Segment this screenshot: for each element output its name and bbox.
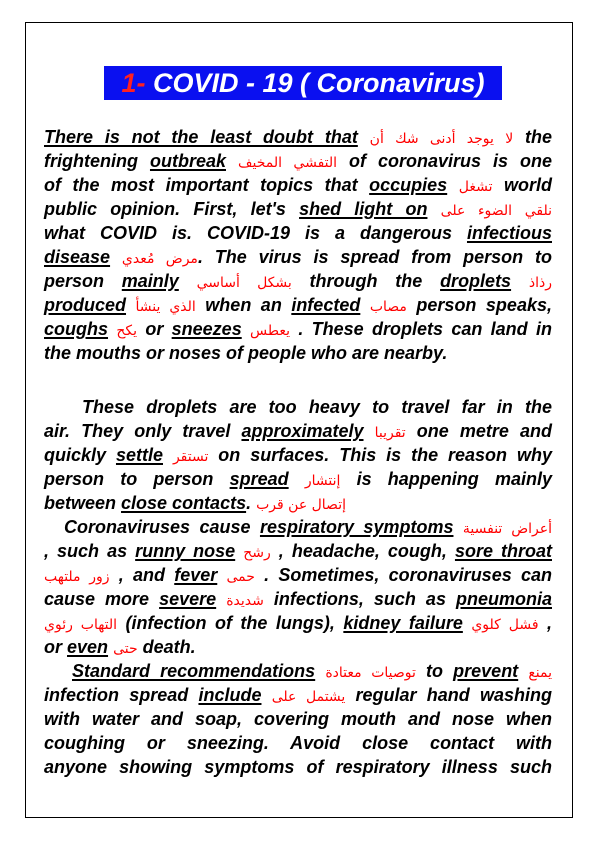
body-text-run: , headache, cough,	[270, 541, 455, 561]
text-line	[44, 539, 552, 563]
arabic-translation: فشل كلوي	[471, 617, 539, 633]
body-text-run: . Sometimes, coronaviruses can	[254, 565, 552, 585]
paragraph	[44, 659, 552, 779]
vocab-term: fever	[174, 565, 218, 585]
text-line	[44, 245, 552, 269]
text-line	[44, 515, 552, 539]
text-line	[44, 173, 552, 197]
vocab-term: droplets	[440, 271, 512, 291]
arabic-translation: أعراض تنفسية	[462, 521, 552, 537]
text-line	[44, 341, 552, 365]
body-text-run: through the	[291, 271, 441, 291]
paragraph	[44, 395, 552, 515]
arabic-translation: إتصال عن قرب	[256, 497, 346, 513]
arabic-translation: بشكل أساسي	[196, 275, 292, 291]
vocab-term: severe	[159, 589, 217, 609]
arabic-translation: رشح	[243, 545, 271, 561]
body-text-run: the mouths or noses of people who are nearby.	[44, 343, 448, 363]
vocab-term: shed light on	[299, 199, 428, 219]
body-text-run: or	[44, 637, 68, 657]
vocab-term: close contacts	[121, 493, 247, 513]
text-line	[44, 293, 552, 317]
body-text-run: the	[513, 127, 552, 147]
text-line	[44, 317, 552, 341]
title-number: 1-	[121, 68, 146, 98]
paragraph	[44, 515, 552, 659]
vocab-term: respiratory symptoms	[259, 517, 454, 537]
body-text-run: death.	[137, 637, 196, 657]
body-text-run: between	[44, 493, 122, 513]
vocab-term: even	[67, 637, 109, 657]
text-line	[44, 563, 552, 587]
arabic-translation: مصاب	[369, 299, 407, 315]
vocab-term: include	[198, 685, 262, 705]
text-line	[44, 221, 552, 245]
paragraph	[44, 125, 552, 365]
text-line	[44, 125, 552, 149]
body-text-run: or	[137, 319, 172, 339]
body-text-run: Coronaviruses cause	[64, 517, 260, 537]
body-text-run: ,	[538, 613, 552, 633]
arabic-translation: الذي ينشأ	[135, 299, 196, 315]
vocab-term: prevent	[453, 661, 519, 681]
arabic-translation: تستقر	[172, 449, 209, 465]
text-line	[44, 269, 552, 293]
body-text-run: one metre and	[405, 421, 552, 441]
text-line	[44, 683, 552, 707]
text-line	[44, 149, 552, 173]
body-text-run: . These droplets can land in	[290, 319, 552, 339]
body-text-run: (infection of the lungs),	[117, 613, 344, 633]
body-text-run: frightening	[44, 151, 150, 171]
arabic-translation: زور ملتهب	[44, 569, 110, 585]
arabic-translation: شديدة	[226, 593, 264, 609]
text-line	[44, 419, 552, 443]
body-text-run: quickly	[44, 445, 116, 465]
text-line	[44, 635, 552, 659]
body-text-run: air. They only travel	[44, 421, 242, 441]
body-text-run: of coronavirus is one	[337, 151, 552, 171]
vocab-term: sore throat	[454, 541, 552, 561]
body-text-run: infection spread	[44, 685, 199, 705]
body-text-run: when an	[195, 295, 292, 315]
body-text-run: infections, such as	[263, 589, 456, 609]
body-text-run: . The virus is spread from person to	[197, 247, 552, 267]
body-text	[44, 125, 552, 779]
arabic-translation: التفشي المخيف	[237, 155, 338, 171]
arabic-translation: التهاب رئوي	[44, 617, 118, 633]
arabic-translation: يمنع	[528, 665, 552, 681]
text-line	[44, 611, 552, 635]
arabic-translation: يكح	[116, 323, 138, 339]
arabic-translation: حمى	[226, 569, 255, 585]
arabic-translation: حتى	[113, 641, 138, 657]
body-text-run: public opinion. First, let's	[44, 199, 300, 219]
vocab-term: disease	[44, 247, 111, 267]
arabic-translation: نلقي الضوء على	[440, 203, 552, 219]
vocab-term: infected	[291, 295, 361, 315]
vocab-term: sneezes	[171, 319, 242, 339]
body-text-run: world	[492, 175, 552, 195]
vocab-term: outbreak	[149, 151, 226, 171]
body-text-run: cause more	[44, 589, 160, 609]
arabic-translation: تقريبا	[374, 425, 406, 441]
text-line	[44, 443, 552, 467]
body-text-run: anyone showing symptoms of respiratory illness such	[44, 757, 552, 777]
body-text-run: to	[415, 661, 454, 681]
vocab-term: produced	[44, 295, 127, 315]
vocab-term: infectious	[466, 223, 552, 243]
vocab-term: mainly	[121, 271, 179, 291]
body-text-run: coughing or sneezing. Avoid close contact with	[44, 733, 552, 753]
page-title	[104, 66, 502, 100]
arabic-translation: مرض مُعدي	[121, 251, 198, 267]
vocab-term: spread	[229, 469, 289, 489]
body-text-run: , such as	[44, 541, 136, 561]
arabic-translation: تشغل	[458, 179, 493, 195]
body-text-run: of the most important topics that	[44, 175, 370, 195]
body-text-run: .	[246, 493, 257, 513]
text-line	[44, 587, 552, 611]
body-text-run: is happening mainly	[340, 469, 552, 489]
text-line	[44, 491, 552, 515]
text-line	[44, 467, 552, 491]
arabic-translation: يعطس	[250, 323, 291, 339]
body-text-run: with water and soap, covering mouth and nose when	[44, 709, 552, 729]
text-line	[44, 755, 552, 779]
text-line	[44, 707, 552, 731]
body-text-run: regular hand washing	[345, 685, 552, 705]
text-line	[44, 659, 552, 683]
body-text-run: person to person	[44, 469, 230, 489]
vocab-term: Standard recommendations	[72, 661, 316, 681]
vocab-term: settle	[115, 445, 163, 465]
text-line	[44, 395, 552, 419]
text-line	[44, 731, 552, 755]
arabic-translation: لا يوجد أدنى شك أن	[369, 131, 514, 147]
arabic-translation: إنتشار	[304, 473, 341, 489]
vocab-term: kidney failure	[343, 613, 463, 633]
text-line	[44, 197, 552, 221]
vocab-term: pneumonia	[455, 589, 552, 609]
body-text-run: These droplets are too heavy to travel far in the	[82, 397, 552, 417]
body-text-run: person	[44, 271, 122, 291]
body-text-run: on surfaces. This is the reason why	[208, 445, 552, 465]
body-text-run: , and	[109, 565, 175, 585]
vocab-term: approximately	[241, 421, 364, 441]
arabic-translation: رذاذ	[528, 275, 552, 291]
arabic-translation: يشتمل على	[271, 689, 346, 705]
body-text-run: person speaks,	[406, 295, 552, 315]
body-text-run: what COVID is. COVID-19 is a dangerous	[44, 223, 467, 243]
vocab-term: coughs	[44, 319, 109, 339]
title-text: COVID - 19 ( Coronavirus)	[152, 68, 485, 98]
vocab-term: There is not the least doubt that	[44, 127, 358, 147]
arabic-translation: توصيات معتادة	[325, 665, 416, 681]
vocab-term: runny nose	[135, 541, 236, 561]
vocab-term: occupies	[369, 175, 448, 195]
